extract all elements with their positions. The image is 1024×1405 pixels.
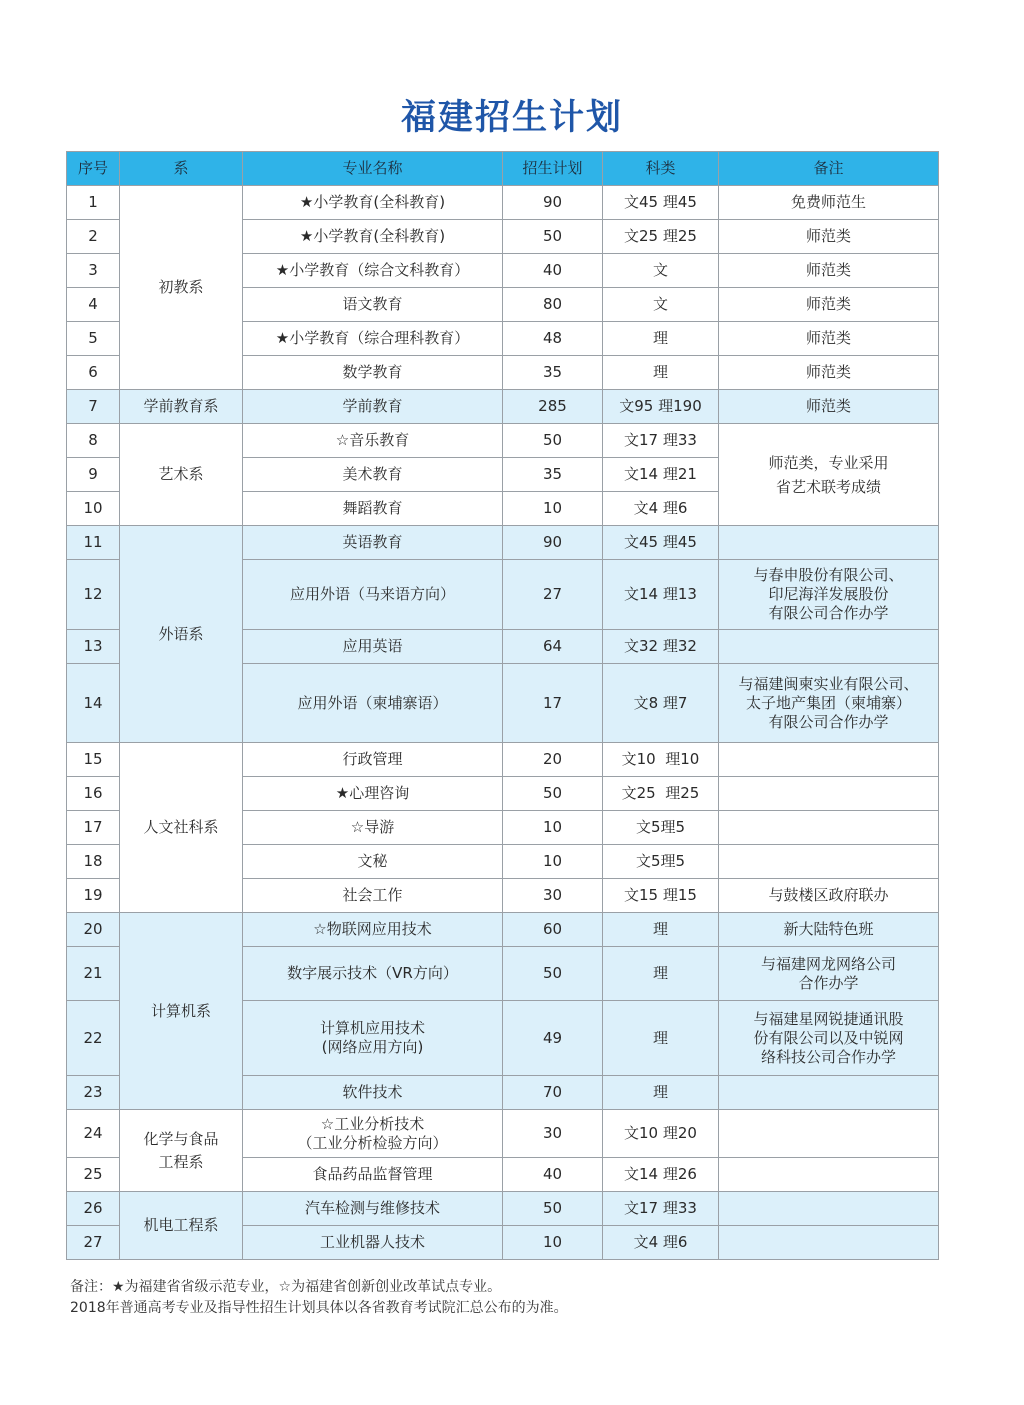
major-cell: 行政管理 xyxy=(243,743,503,777)
type-cell: 理 xyxy=(603,356,719,390)
plan-cell: 20 xyxy=(503,743,603,777)
plan-cell: 70 xyxy=(503,1076,603,1110)
major-cell: 英语教育 xyxy=(243,526,503,560)
type-cell: 文 xyxy=(603,288,719,322)
type-cell: 文17 理33 xyxy=(603,424,719,458)
plan-cell: 90 xyxy=(503,186,603,220)
type-cell: 文45 理45 xyxy=(603,526,719,560)
plan-cell: 10 xyxy=(503,811,603,845)
table-row xyxy=(67,1110,939,1158)
plan-cell: 30 xyxy=(503,879,603,913)
remark-cell: 与福建网龙网络公司 合作办学 xyxy=(719,947,939,1001)
remark-cell xyxy=(719,526,939,560)
plan-cell: 49 xyxy=(503,1001,603,1076)
row-no: 21 xyxy=(67,947,120,1001)
row-no: 27 xyxy=(67,1226,120,1260)
plan-cell: 50 xyxy=(503,424,603,458)
type-cell: 文 xyxy=(603,254,719,288)
plan-cell: 35 xyxy=(503,356,603,390)
major-cell: 数学教育 xyxy=(243,356,503,390)
remark-cell xyxy=(719,1226,939,1260)
type-cell: 文25 理25 xyxy=(603,777,719,811)
plan-cell: 285 xyxy=(503,390,603,424)
row-no: 22 xyxy=(67,1001,120,1076)
plan-cell: 80 xyxy=(503,288,603,322)
row-no: 1 xyxy=(67,186,120,220)
major-cell: ★小学教育(全科教育) xyxy=(243,186,503,220)
type-cell: 文45 理45 xyxy=(603,186,719,220)
remark-cell: 师范类 xyxy=(719,390,939,424)
plan-cell: 40 xyxy=(503,1158,603,1192)
footnotes xyxy=(70,1277,568,1319)
major-cell: 社会工作 xyxy=(243,879,503,913)
type-cell: 文17 理33 xyxy=(603,1192,719,1226)
row-no: 8 xyxy=(67,424,120,458)
major-cell: ★小学教育（综合理科教育） xyxy=(243,322,503,356)
enrollment-plan-table xyxy=(66,151,939,1260)
remark-cell xyxy=(719,1192,939,1226)
plan-cell: 48 xyxy=(503,322,603,356)
type-cell: 文4 理6 xyxy=(603,492,719,526)
remark-cell xyxy=(719,1076,939,1110)
type-cell: 文10 理10 xyxy=(603,743,719,777)
header-plan: 招生计划 xyxy=(503,152,603,186)
table-row xyxy=(67,743,939,777)
major-cell: ★心理咨询 xyxy=(243,777,503,811)
remark-cell: 新大陆特色班 xyxy=(719,913,939,947)
major-cell: 舞蹈教育 xyxy=(243,492,503,526)
major-cell: 文秘 xyxy=(243,845,503,879)
plan-cell: 50 xyxy=(503,1192,603,1226)
type-cell: 文32 理32 xyxy=(603,630,719,664)
type-cell: 文14 理13 xyxy=(603,560,719,630)
remark-cell: 师范类 xyxy=(719,288,939,322)
major-cell: 语文教育 xyxy=(243,288,503,322)
plan-cell: 35 xyxy=(503,458,603,492)
department-cell: 计算机系 xyxy=(120,913,243,1110)
header-department: 系 xyxy=(120,152,243,186)
type-cell: 文8 理7 xyxy=(603,664,719,743)
major-cell: ★小学教育（综合文科教育） xyxy=(243,254,503,288)
plan-cell: 40 xyxy=(503,254,603,288)
page-title: 福建招生计划 xyxy=(400,98,623,138)
major-cell: 汽车检测与维修技术 xyxy=(243,1192,503,1226)
row-no: 3 xyxy=(67,254,120,288)
row-no: 23 xyxy=(67,1076,120,1110)
type-cell: 文10 理20 xyxy=(603,1110,719,1158)
remark-cell xyxy=(719,1110,939,1158)
row-no: 19 xyxy=(67,879,120,913)
plan-cell: 60 xyxy=(503,913,603,947)
remark-cell: 与春申股份有限公司、 印尼海洋发展股份 有限公司合作办学 xyxy=(719,560,939,630)
remark-cell xyxy=(719,630,939,664)
row-no: 24 xyxy=(67,1110,120,1158)
major-cell: ☆音乐教育 xyxy=(243,424,503,458)
department-cell: 外语系 xyxy=(120,526,243,743)
remark-cell xyxy=(719,845,939,879)
department-cell: 艺术系 xyxy=(120,424,243,526)
row-no: 7 xyxy=(67,390,120,424)
type-cell: 文5理5 xyxy=(603,811,719,845)
remark-cell xyxy=(719,743,939,777)
type-cell: 理 xyxy=(603,1076,719,1110)
department-cell: 学前教育系 xyxy=(120,390,243,424)
plan-cell: 90 xyxy=(503,526,603,560)
remark-cell xyxy=(719,811,939,845)
table-row xyxy=(67,913,939,947)
plan-cell: 10 xyxy=(503,492,603,526)
major-cell: 数字展示技术（VR方向） xyxy=(243,947,503,1001)
major-cell: ☆工业分析技术 （工业分析检验方向） xyxy=(243,1110,503,1158)
row-no: 26 xyxy=(67,1192,120,1226)
major-cell: ☆物联网应用技术 xyxy=(243,913,503,947)
remark-cell: 师范类 xyxy=(719,356,939,390)
plan-cell: 50 xyxy=(503,947,603,1001)
remark-cell: 与福建星网锐捷通讯股 份有限公司以及中锐网 络科技公司合作办学 xyxy=(719,1001,939,1076)
major-cell: ★小学教育(全科教育) xyxy=(243,220,503,254)
footnote-legend: 备注：★为福建省省级示范专业，☆为福建省创新创业改革试点专业。 xyxy=(70,1279,502,1295)
plan-cell: 10 xyxy=(503,845,603,879)
department-cell: 初教系 xyxy=(120,186,243,390)
remark-cell: 师范类 xyxy=(719,220,939,254)
row-no: 6 xyxy=(67,356,120,390)
table-row xyxy=(67,390,939,424)
type-cell: 文4 理6 xyxy=(603,1226,719,1260)
row-no: 9 xyxy=(67,458,120,492)
major-cell: 应用外语（马来语方向） xyxy=(243,560,503,630)
major-cell: 工业机器人技术 xyxy=(243,1226,503,1260)
department-cell: 机电工程系 xyxy=(120,1192,243,1260)
remark-cell: 与福建闽柬实业有限公司、 太子地产集团（柬埔寨） 有限公司合作办学 xyxy=(719,664,939,743)
row-no: 10 xyxy=(67,492,120,526)
table-row xyxy=(67,526,939,560)
header-no: 序号 xyxy=(67,152,120,186)
major-cell: 应用外语（柬埔寨语） xyxy=(243,664,503,743)
department-cell: 化学与食品 工程系 xyxy=(120,1110,243,1192)
remark-cell: 师范类 xyxy=(719,254,939,288)
row-no: 20 xyxy=(67,913,120,947)
remark-cell: 与鼓楼区政府联办 xyxy=(719,879,939,913)
remark-cell xyxy=(719,777,939,811)
type-cell: 理 xyxy=(603,947,719,1001)
remark-cell: 免费师范生 xyxy=(719,186,939,220)
type-cell: 理 xyxy=(603,322,719,356)
row-no: 17 xyxy=(67,811,120,845)
major-cell: ☆导游 xyxy=(243,811,503,845)
row-no: 16 xyxy=(67,777,120,811)
plan-cell: 27 xyxy=(503,560,603,630)
major-cell: 应用英语 xyxy=(243,630,503,664)
type-cell: 理 xyxy=(603,1001,719,1076)
row-no: 18 xyxy=(67,845,120,879)
row-no: 25 xyxy=(67,1158,120,1192)
row-no: 2 xyxy=(67,220,120,254)
header-remark: 备注 xyxy=(719,152,939,186)
header-type: 科类 xyxy=(603,152,719,186)
plan-cell: 50 xyxy=(503,220,603,254)
type-cell: 文15 理15 xyxy=(603,879,719,913)
footnote-disclaimer: 2018年普通高考专业及指导性招生计划具体以各省教育考试院汇总公布的为准。 xyxy=(70,1300,568,1316)
major-cell: 计算机应用技术 (网络应用方向) xyxy=(243,1001,503,1076)
major-cell: 软件技术 xyxy=(243,1076,503,1110)
plan-cell: 30 xyxy=(503,1110,603,1158)
plan-cell: 64 xyxy=(503,630,603,664)
header-major: 专业名称 xyxy=(243,152,503,186)
plan-cell: 17 xyxy=(503,664,603,743)
row-no: 11 xyxy=(67,526,120,560)
remark-cell: 师范类 xyxy=(719,322,939,356)
type-cell: 文14 理21 xyxy=(603,458,719,492)
type-cell: 文14 理26 xyxy=(603,1158,719,1192)
table-row xyxy=(67,1192,939,1226)
row-no: 4 xyxy=(67,288,120,322)
row-no: 12 xyxy=(67,560,120,630)
plan-cell: 10 xyxy=(503,1226,603,1260)
type-cell: 文25 理25 xyxy=(603,220,719,254)
department-cell: 人文社科系 xyxy=(120,743,243,913)
row-no: 13 xyxy=(67,630,120,664)
type-cell: 理 xyxy=(603,913,719,947)
row-no: 5 xyxy=(67,322,120,356)
table-header-row xyxy=(67,152,939,186)
plan-cell: 50 xyxy=(503,777,603,811)
table-row xyxy=(67,424,939,458)
major-cell: 食品药品监督管理 xyxy=(243,1158,503,1192)
major-cell: 美术教育 xyxy=(243,458,503,492)
row-no: 14 xyxy=(67,664,120,743)
remark-cell: 师范类，专业采用 省艺术联考成绩 xyxy=(719,424,939,526)
table-row xyxy=(67,186,939,220)
type-cell: 文5理5 xyxy=(603,845,719,879)
type-cell: 文95 理190 xyxy=(603,390,719,424)
major-cell: 学前教育 xyxy=(243,390,503,424)
row-no: 15 xyxy=(67,743,120,777)
remark-cell xyxy=(719,1158,939,1192)
